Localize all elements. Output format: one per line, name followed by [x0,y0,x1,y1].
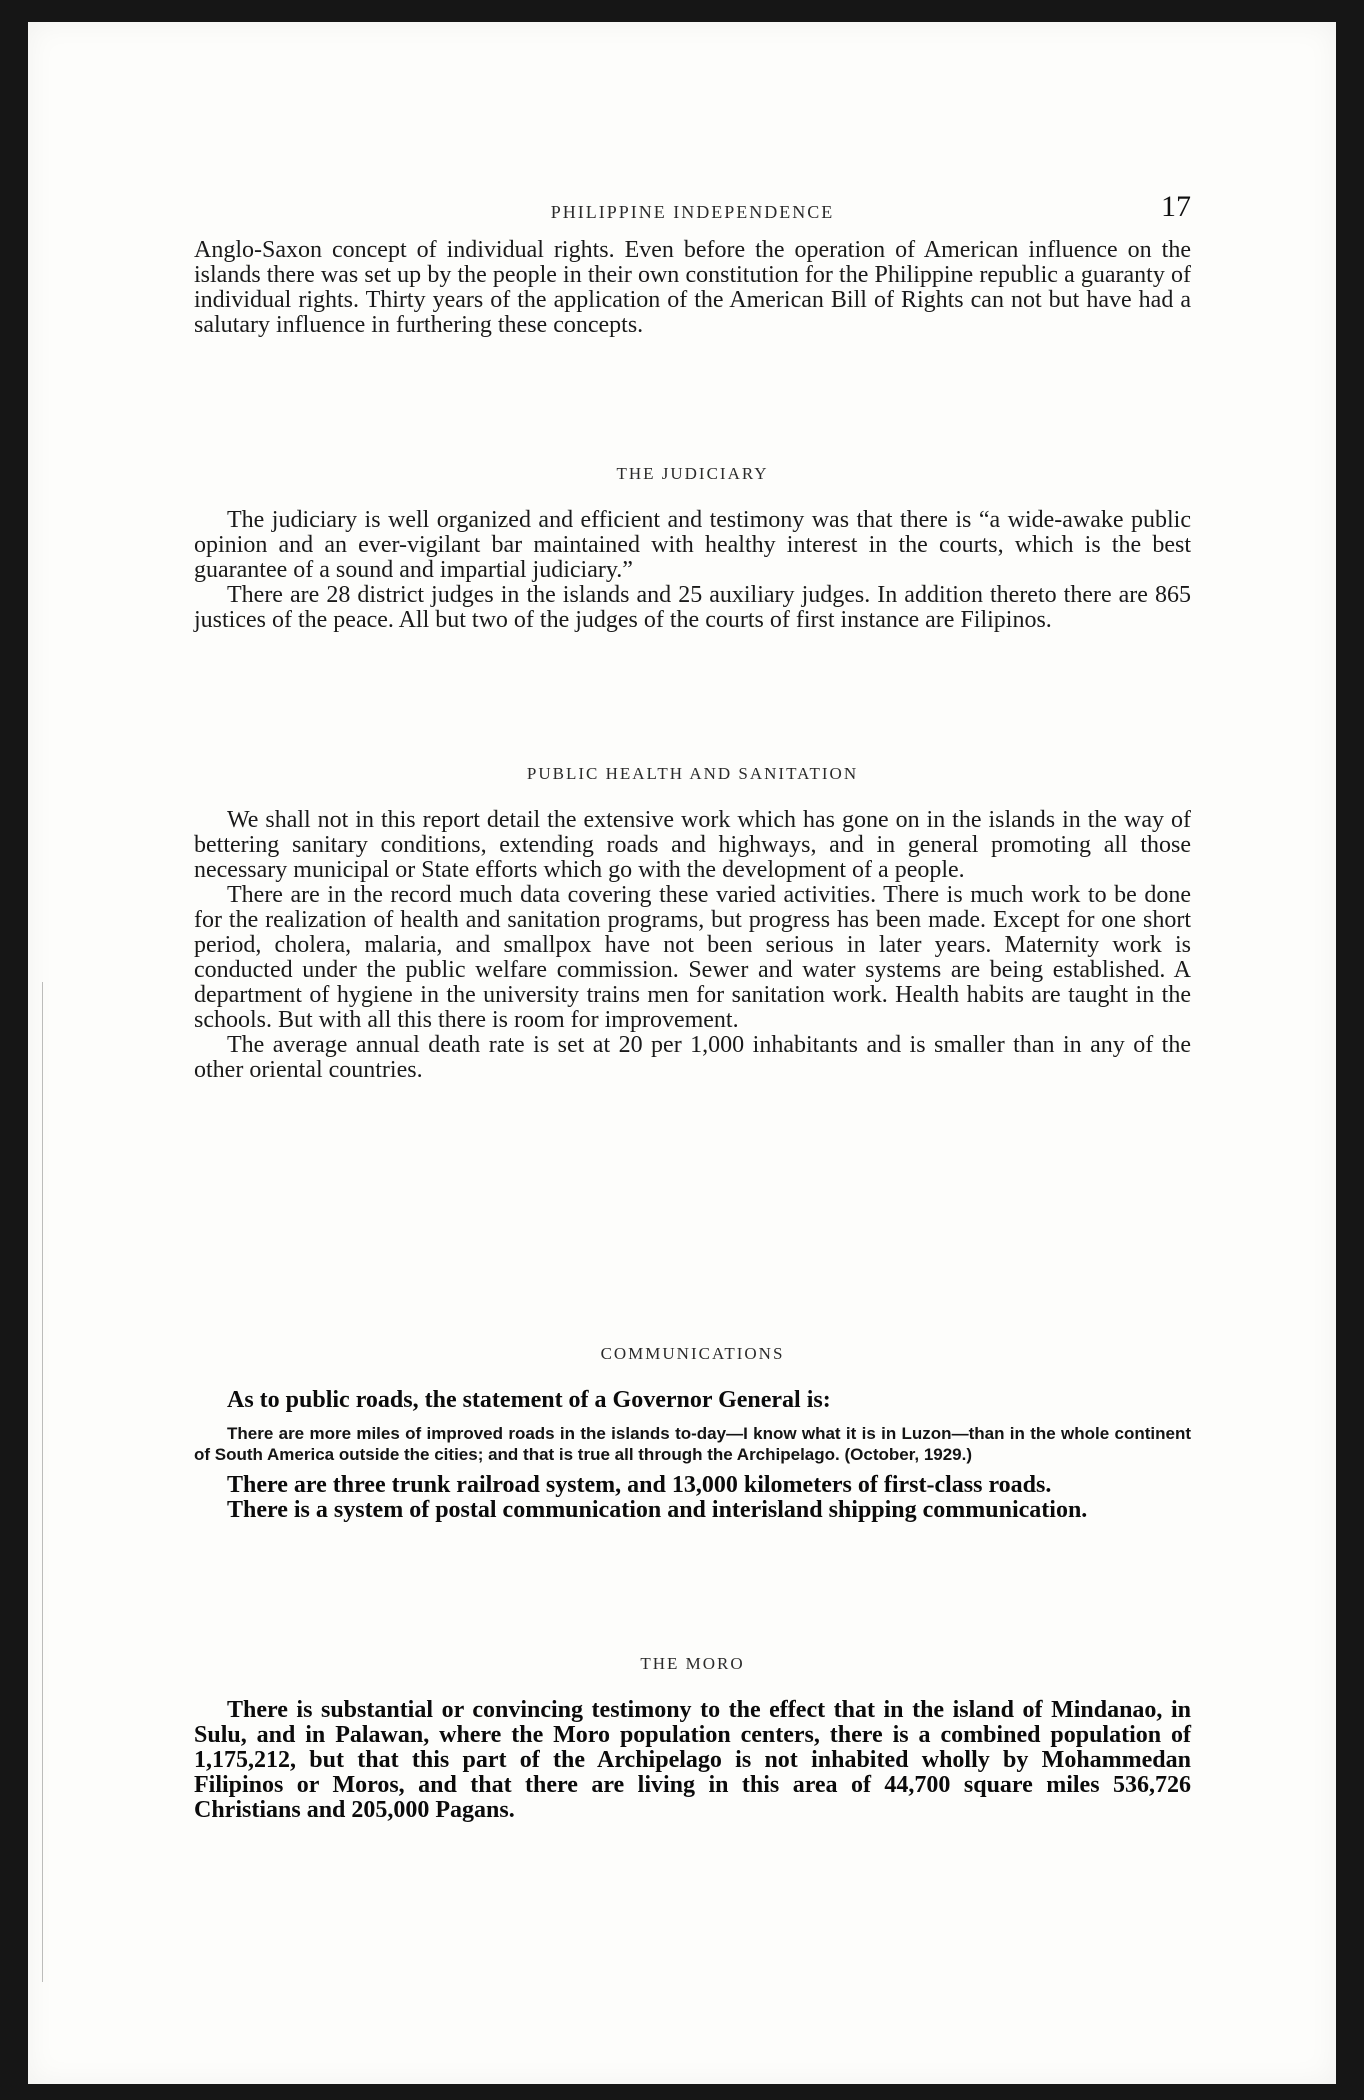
page-number: 17 [1161,190,1191,223]
intro-paragraph: Anglo-Saxon concept of individual rights. Even before the operation of American influence on the islands there was set up by the people in their own constitution for the Philippine republic a guaranty of individual rights. Thirty years of the application of the American Bill of Rights can not but have had a salutary influence in furthering these concepts. [194,237,1191,338]
intro-section [194,238,1191,338]
communications-section [194,1388,1191,1523]
heading-public-health: PUBLIC HEALTH AND SANITATION [526,764,859,783]
public-health-paragraph-2: There are in the record much data covering these varied activities. There is much work to be done for the realization of health and sanitation programs, but progress has been made. Except for one short period, cholera, malaria, and smallpox have not been serious in later years. Maternity work is conducted under the public welfare commission. Sewer and water systems are being established. A department of hygiene in the university trains men for sanitation work. Health habits are taught in the schools. But with all this there is room for improvement. [194,882,1191,1033]
judiciary-paragraph-2: There are 28 district judges in the islands and 25 auxiliary judges. In addition thereto there are 865 justices of the peace. All but two of the judges of the courts of first instance are Filipinos. [194,582,1191,633]
moro-paragraph: There is substantial or convincing testimony to the effect that in the island of Mindanao, in Sulu, and in Palawan, where the Moro population centers, there is a combined population of 1,175,212, but that this part of the Archipelago is not inhabited wholly by Mohammedan Filipinos or Moros, and that there are living in this area of 44,700 square miles 536,726 Christians and 205,000 Pagans. [194,1697,1191,1823]
judiciary-paragraph-1: The judiciary is well organized and efficient and testimony was that there is “a wide-awake public opinion and an ever-vigilant bar maintained with healthy interest in the courts, which is the best guarantee of a sound and impartial judiciary.” [194,507,1191,583]
scan-margin-line [42,982,43,1982]
communications-paragraph-1: As to public roads, the statement of a Governor General is: [227,1387,831,1413]
document-page [28,22,1336,2084]
heading-judiciary: THE JUDICIARY [616,464,769,483]
moro-section [194,1698,1191,1823]
heading-communications: COMMUNICATIONS [600,1344,785,1363]
running-head [194,168,1191,228]
running-title: PHILIPPINE INDEPENDENCE [550,202,835,222]
governor-quote [194,1423,1191,1465]
public-health-section [194,808,1191,1083]
communications-paragraph-2: There are three trunk railroad system, and 13,000 kilometers of first-class roads. [227,1472,1052,1498]
judiciary-section [194,508,1191,633]
heading-moro: THE MORO [640,1654,745,1673]
public-health-paragraph-1: We shall not in this report detail the extensive work which has gone on in the islands in the way of bettering sanitary conditions, extending roads and highways, and in general promoting all those necessary municipal or State efforts which go with the development of a people. [194,807,1191,883]
public-health-paragraph-3: The average annual death rate is set at 20 per 1,000 inhabitants and is smaller than in any of the other oriental countries. [194,1032,1191,1083]
communications-paragraph-3: There is a system of postal communication and interisland shipping communication. [227,1497,1088,1523]
quote-text: There are more miles of improved roads in the islands to-day—I know what it is in Luzon—than in the whole continent of South America outside the cities; and that is true all through the Archipelago. (October, 1929.) [194,1424,1191,1464]
